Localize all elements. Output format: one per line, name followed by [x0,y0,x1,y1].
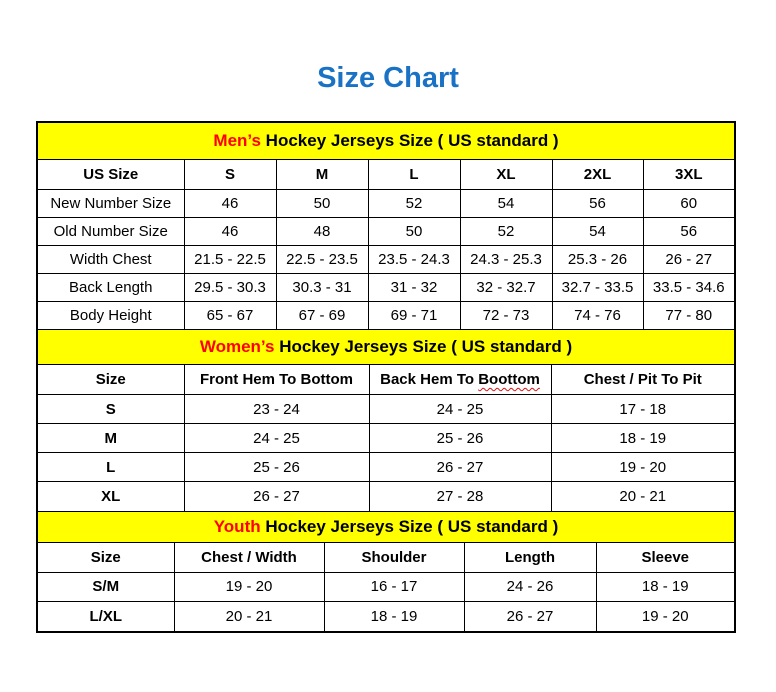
value-cell: 23 - 24 [184,395,369,424]
column-header-cell: 3XL [643,160,734,190]
value-cell: 24 - 25 [184,424,369,453]
value-cell: 19 - 20 [596,601,734,631]
youth-section-header-highlight: Youth [213,516,261,536]
value-cell: 24 - 26 [464,572,596,601]
table-row [38,453,734,482]
womens-section-header [38,329,734,365]
value-cell: 25 - 26 [369,424,551,453]
column-header-cell: L [368,160,460,190]
column-header-cell: S [184,160,276,190]
womens-section-header-highlight: Women’s [199,337,275,356]
mens-section-header [38,123,734,160]
mens-column-header-row [38,160,734,190]
row-label-cell: Width Chest [38,246,184,274]
value-cell: 25.3 - 26 [552,246,643,274]
column-header-cell: Front Hem To Bottom [184,365,369,395]
value-cell: 67 - 69 [276,302,368,330]
youth-section-header-rest: Hockey Jerseys Size ( US standard ) [260,516,559,536]
value-cell: 50 [276,190,368,218]
table-row [38,482,734,511]
table-row [38,424,734,453]
value-cell: 33.5 - 34.6 [643,274,734,302]
value-cell: 26 - 27 [184,482,369,511]
womens-size-table [38,365,734,511]
row-label-cell: XL [38,482,184,511]
womens-column-header-row [38,365,734,395]
value-cell: 32 - 32.7 [460,274,552,302]
value-cell: 18 - 19 [596,572,734,601]
value-cell: 46 [184,218,276,246]
table-row [38,246,734,274]
mens-section-header-highlight: Men’s [213,131,261,150]
table-row [38,395,734,424]
column-header-cell: Length [464,543,596,573]
value-cell: 23.5 - 24.3 [368,246,460,274]
table-row [38,274,734,302]
value-cell: 22.5 - 23.5 [276,246,368,274]
value-cell: 24.3 - 25.3 [460,246,552,274]
table-row [38,572,734,601]
value-cell: 30.3 - 31 [276,274,368,302]
table-row [38,218,734,246]
youth-section-header [38,511,734,543]
value-cell: 26 - 27 [369,453,551,482]
column-header-cell: M [276,160,368,190]
value-cell: 77 - 80 [643,302,734,330]
column-header-cell: Shoulder [324,543,464,573]
value-cell: 17 - 18 [551,395,734,424]
row-label-cell: M [38,424,184,453]
value-cell: 54 [460,190,552,218]
value-cell: 20 - 21 [551,482,734,511]
table-row [38,302,734,330]
row-label-cell: New Number Size [38,190,184,218]
row-label-cell: Old Number Size [38,218,184,246]
value-cell: 21.5 - 22.5 [184,246,276,274]
size-chart-table [36,121,736,633]
column-header-cell: Chest / Pit To Pit [551,365,734,395]
mens-section-header-rest: Hockey Jerseys Size ( US standard ) [260,131,559,150]
youth-column-header-row [38,543,734,573]
row-label-cell: L/XL [38,601,174,631]
row-label-cell: Body Height [38,302,184,330]
value-cell: 52 [368,190,460,218]
mens-size-table [38,160,734,329]
column-header-text: Back Hem To [380,371,479,388]
value-cell: 26 - 27 [643,246,734,274]
value-cell: 20 - 21 [174,601,324,631]
column-header-cell: Size [38,543,174,573]
row-label-cell: L [38,453,184,482]
column-header-cell: Sleeve [596,543,734,573]
value-cell: 31 - 32 [368,274,460,302]
value-cell: 26 - 27 [464,601,596,631]
value-cell: 56 [552,190,643,218]
column-header-cell: Chest / Width [174,543,324,573]
value-cell: 56 [643,218,734,246]
column-header-cell: US Size [38,160,184,190]
value-cell: 65 - 67 [184,302,276,330]
value-cell: 72 - 73 [460,302,552,330]
row-label-cell: S [38,395,184,424]
value-cell: 48 [276,218,368,246]
value-cell: 29.5 - 30.3 [184,274,276,302]
womens-section-header-rest: Hockey Jerseys Size ( US standard ) [274,337,573,356]
column-header-cell: 2XL [552,160,643,190]
value-cell: 52 [460,218,552,246]
youth-size-table [38,543,734,632]
value-cell: 32.7 - 33.5 [552,274,643,302]
value-cell: 19 - 20 [551,453,734,482]
column-header-cell [369,365,551,395]
value-cell: 16 - 17 [324,572,464,601]
row-label-cell: Back Length [38,274,184,302]
value-cell: 69 - 71 [368,302,460,330]
misspelled-word: Boottom [478,371,540,388]
table-row [38,601,734,631]
page-title: Size Chart [317,62,459,94]
value-cell: 27 - 28 [369,482,551,511]
value-cell: 19 - 20 [174,572,324,601]
table-row [38,190,734,218]
value-cell: 18 - 19 [551,424,734,453]
value-cell: 60 [643,190,734,218]
value-cell: 54 [552,218,643,246]
value-cell: 18 - 19 [324,601,464,631]
value-cell: 50 [368,218,460,246]
value-cell: 24 - 25 [369,395,551,424]
value-cell: 74 - 76 [552,302,643,330]
column-header-cell: XL [460,160,552,190]
value-cell: 46 [184,190,276,218]
column-header-cell: Size [38,365,184,395]
value-cell: 25 - 26 [184,453,369,482]
row-label-cell: S/M [38,572,174,601]
